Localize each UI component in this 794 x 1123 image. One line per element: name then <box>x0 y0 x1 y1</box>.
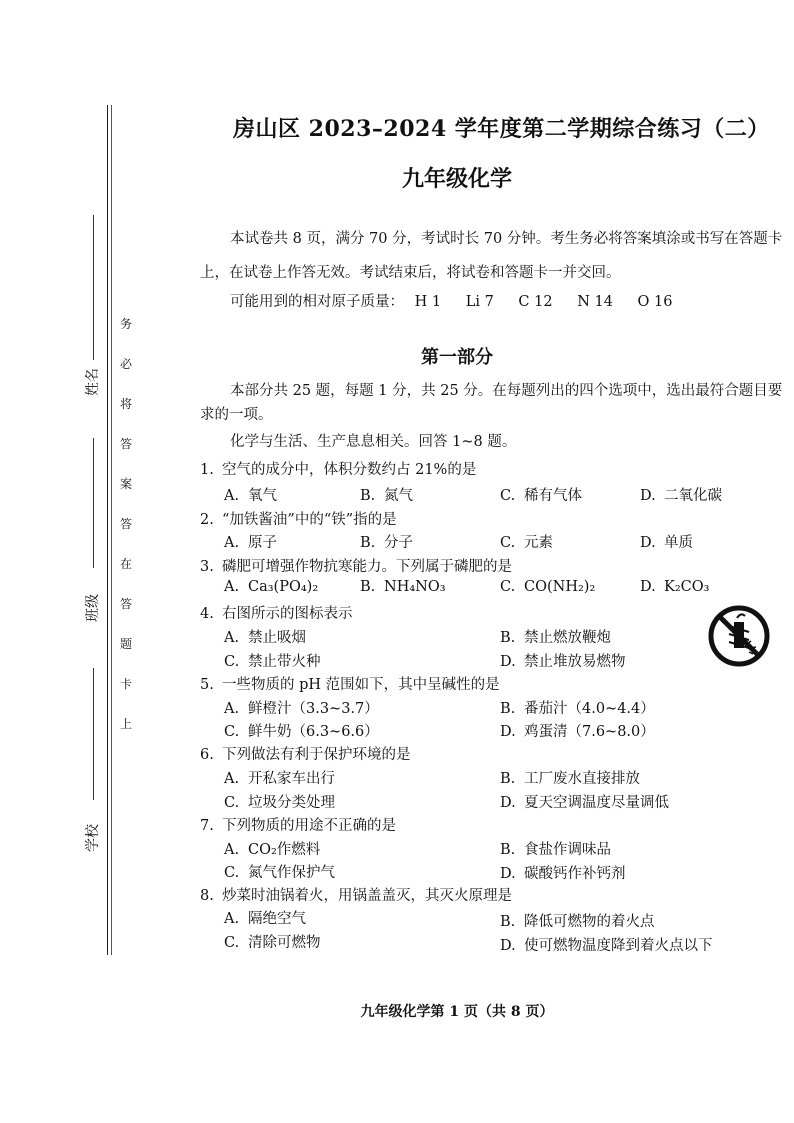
option-c[interactable]: C. 元素 <box>500 535 553 551</box>
question-4 <box>200 602 353 623</box>
option-c[interactable]: C. 氮气作保护气 <box>224 865 335 881</box>
atomic-mass-li: Li 7 <box>465 294 494 310</box>
option-b[interactable]: B. 分子 <box>360 535 413 551</box>
option-d[interactable]: D. K₂CO₃ <box>640 579 710 595</box>
option-b[interactable]: B. 禁止燃放鞭炮 <box>500 630 611 646</box>
atomic-mass-h: H 1 <box>414 294 442 310</box>
option-c[interactable]: C. 清除可燃物 <box>224 935 321 951</box>
option-a[interactable]: A. 开私家车出行 <box>224 771 335 787</box>
school-label: 学校 <box>85 824 101 852</box>
question-text: 下列物质的用途不正确的是 <box>222 818 396 834</box>
question-3 <box>200 555 512 576</box>
question-number: 1. <box>200 462 214 478</box>
question-6 <box>200 743 411 764</box>
question-2 <box>200 508 397 529</box>
option-b[interactable]: B. 工厂废水直接排放 <box>500 771 640 787</box>
atomic-mass-label: 可能用到的相对原子质量： <box>230 294 404 310</box>
question-text: 炒菜时油锅着火，用锅盖盖灭，其灭火原理是 <box>222 888 512 904</box>
notice-char: 卡 <box>119 677 132 691</box>
question-number: 6. <box>200 747 214 763</box>
question-1 <box>200 458 476 479</box>
option-b[interactable]: B. 食盐作调味品 <box>500 842 611 858</box>
question-group-intro: 化学与生活、生产息息相关。回答 1~8 题。 <box>230 434 517 450</box>
option-a[interactable]: A. 禁止吸烟 <box>224 630 306 646</box>
question-text: 一些物质的 pH 范围如下，其中呈碱性的是 <box>222 677 500 693</box>
option-d[interactable]: D. 鸡蛋清（7.6~8.0） <box>500 724 655 740</box>
notice-char: 将 <box>119 397 132 411</box>
atomic-mass-c: C 12 <box>518 294 553 310</box>
question-number: 5. <box>200 677 214 693</box>
question-8 <box>200 884 512 905</box>
name-label: 姓名 <box>85 368 101 396</box>
answer-notice <box>117 318 135 758</box>
question-number: 2. <box>200 512 214 528</box>
exam-instructions: 本试卷共 8 页，满分 70 分，考试时长 70 分钟。考生务必将答案填涂或书写在答题卡上，在试卷上作答无效。考试结束后，将试卷和答题卡一并交回。 <box>200 231 783 281</box>
notice-char: 案 <box>119 477 132 491</box>
option-a[interactable]: A. 鲜橙汁（3.3~3.7） <box>224 701 379 717</box>
atomic-mass-o: O 16 <box>637 294 673 310</box>
atomic-mass-line <box>230 290 693 311</box>
atomic-mass-n: N 14 <box>577 294 613 310</box>
option-a[interactable]: A. 氧气 <box>224 488 277 504</box>
exam-subtitle: 九年级化学 <box>401 166 512 192</box>
option-a[interactable]: A. Ca₃(PO₄)₂ <box>224 579 319 595</box>
question-number: 4. <box>200 606 214 622</box>
class-label: 班级 <box>85 594 101 622</box>
option-d[interactable]: D. 使可燃物温度降到着火点以下 <box>500 938 713 954</box>
binding-line <box>107 105 108 955</box>
question-number: 8. <box>200 888 214 904</box>
option-b[interactable]: B. 番茄汁（4.0~4.4） <box>500 701 655 717</box>
option-c[interactable]: C. 鲜牛奶（6.3~6.6） <box>224 724 379 740</box>
notice-char: 必 <box>119 357 132 371</box>
part-title: 第一部分 <box>421 347 493 368</box>
binding-line-inner <box>111 105 112 955</box>
question-text: 磷肥可增强作物抗寒能力。下列属于磷肥的是 <box>222 559 512 575</box>
option-b[interactable]: B. NH₄NO₃ <box>360 579 446 595</box>
part-instructions: 本部分共 25 题，每题 1 分，共 25 分。在每题列出的四个选项中，选出最符合题目要求的一项。 <box>200 383 783 423</box>
option-c[interactable]: C. 垃圾分类处理 <box>224 795 335 811</box>
question-number: 3. <box>200 559 214 575</box>
question-text: 下列做法有利于保护环境的是 <box>222 747 411 763</box>
no-fireworks-sign-icon <box>707 604 771 668</box>
name-blank-line <box>93 215 94 360</box>
notice-char: 答 <box>119 597 132 611</box>
notice-char: 答 <box>119 437 132 451</box>
notice-char: 在 <box>119 557 132 571</box>
option-c[interactable]: C. 稀有气体 <box>500 488 582 504</box>
question-5 <box>200 673 500 694</box>
question-number: 7. <box>200 818 214 834</box>
option-a[interactable]: A. CO₂作燃料 <box>224 842 321 858</box>
option-c[interactable]: C. 禁止带火种 <box>224 654 321 670</box>
notice-char: 务 <box>119 317 132 331</box>
option-a[interactable]: A. 隔绝空气 <box>224 911 306 927</box>
page-footer: 九年级化学第 1 页（共 8 页） <box>360 1004 554 1020</box>
option-d[interactable]: D. 禁止堆放易燃物 <box>500 654 626 670</box>
notice-char: 答 <box>119 517 132 531</box>
option-d[interactable]: D. 碳酸钙作补钙剂 <box>500 866 626 882</box>
option-d[interactable]: D. 二氧化碳 <box>640 488 722 504</box>
option-d[interactable]: D. 夏天空调温度尽量调低 <box>500 795 669 811</box>
option-d[interactable]: D. 单质 <box>640 535 693 551</box>
option-b[interactable]: B. 氮气 <box>360 488 413 504</box>
class-blank-line <box>93 438 94 568</box>
question-7 <box>200 814 396 835</box>
option-b[interactable]: B. 降低可燃物的着火点 <box>500 914 655 930</box>
notice-char: 题 <box>119 637 132 651</box>
school-blank-line <box>93 668 94 800</box>
option-a[interactable]: A. 原子 <box>224 535 277 551</box>
exam-title: 房山区 2023–2024 学年度第二学期综合练习（二） <box>233 116 770 142</box>
option-c[interactable]: C. CO(NH₂)₂ <box>500 579 596 595</box>
question-text: “加铁酱油”中的“铁”指的是 <box>222 512 397 528</box>
notice-char: 上 <box>119 717 132 731</box>
question-text: 空气的成分中，体积分数约占 21%的是 <box>222 462 477 478</box>
question-text: 右图所示的图标表示 <box>222 606 353 622</box>
